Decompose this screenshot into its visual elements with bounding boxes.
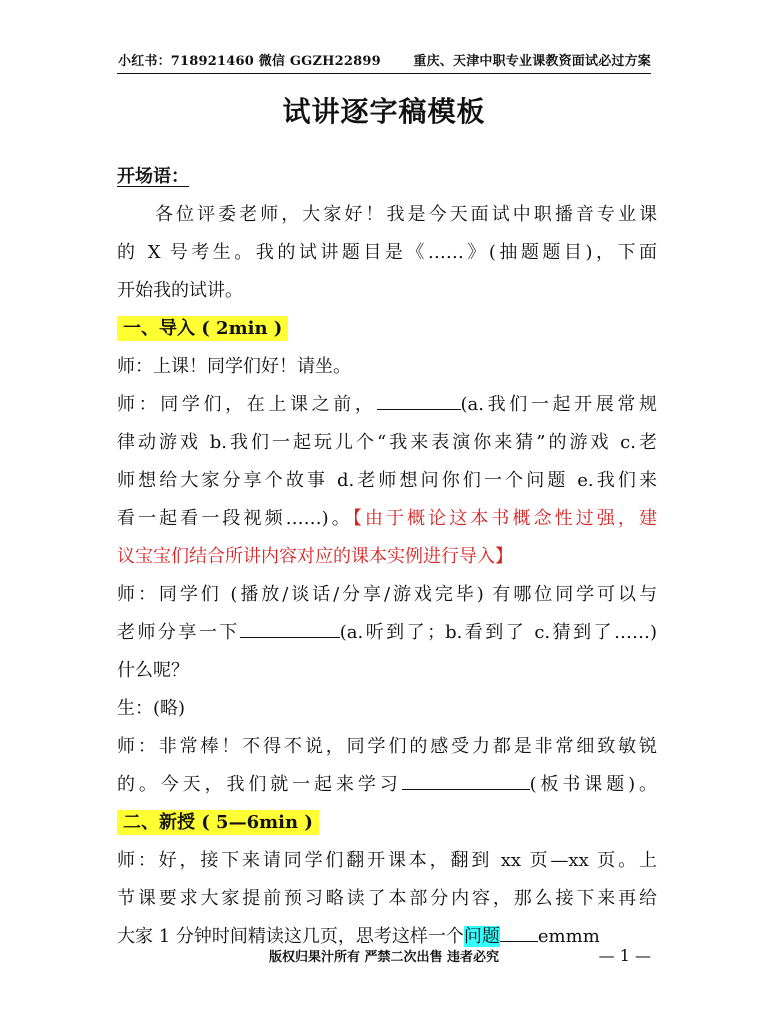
fill-blank <box>377 393 461 410</box>
highlighted-word: 问题 <box>463 926 500 947</box>
section1-heading: 一、导入 ( 2min ) <box>117 316 288 341</box>
opening-line-1: 各位评委老师，大家好！我是今天面试中职播音专业课 <box>155 204 657 225</box>
section1-line-8 <box>117 614 657 652</box>
header-right-slogan: 重庆、天津中职专业课教资面试必过方案 <box>413 54 651 69</box>
section1-line-2-b: (a.我们一起开展常规 <box>460 394 657 415</box>
section1-line-12 <box>117 766 657 804</box>
fill-blank <box>240 621 340 638</box>
opening-line-3: 开始我的试讲。 <box>117 280 243 301</box>
section1-line-6: 议宝宝们结合所讲内容对应的课本实例进行导入】 <box>117 546 513 567</box>
page-number: — 1 — <box>598 946 651 965</box>
document-body <box>117 158 657 956</box>
section1-heading-line <box>117 310 657 348</box>
section1-line-12-a: 的。今天，我们就一起来学习 <box>117 774 402 795</box>
section1-line-2 <box>117 386 657 424</box>
section1-note-red: 【由于概论这本书概念性过强，建 <box>352 508 657 529</box>
section1-line-7: 师：同学们 (播放/谈话/分享/游戏完毕) 有哪位同学可以与 <box>117 584 657 605</box>
section2-line-3-c: emmm <box>537 926 600 947</box>
footer-copyright: 版权归果汁所有 严禁二次出售 违者必究 <box>268 950 500 965</box>
page-title: 试讲逐字稿模板 <box>282 95 486 128</box>
section1-line-8-a: 老师分享一下 <box>117 622 240 643</box>
section1-line-5-a: 看一起看一段视频……)。 <box>117 508 353 529</box>
section2-heading: 二、新授 ( 5—6min ) <box>117 810 319 835</box>
header-left-contact: 小红书：718921460 微信 GGZH22899 <box>118 54 381 69</box>
fill-blank <box>500 925 538 942</box>
section1-line-9: 什么呢？ <box>117 660 189 681</box>
section1-line-1: 师：上课！同学们好！请坐。 <box>117 356 351 377</box>
section1-line-10: 生：(略) <box>117 698 186 719</box>
section1-line-3: 律动游戏 b.我们一起玩儿个“我来表演你来猜”的游戏 c.老 <box>117 432 657 453</box>
section1-line-5 <box>117 500 657 538</box>
section1-line-12-b: (板书课题)。 <box>529 774 658 795</box>
section2-line-3-a: 大家 1 分钟时间精读这几页，思考这样一个 <box>117 926 464 947</box>
header-divider <box>117 73 651 74</box>
opening-heading-line <box>117 158 657 196</box>
fill-blank <box>402 773 530 790</box>
section1-line-2-a: 师：同学们，在上课之前， <box>117 394 377 415</box>
section2-line-1: 师：好，接下来请同学们翻开课本，翻到 xx 页—xx 页。上 <box>117 850 657 871</box>
section2-line-2: 节课要求大家提前预习略读了本部分内容，那么接下来再给 <box>117 888 657 909</box>
section1-line-4: 师想给大家分享个故事 d.老师想问你们一个问题 e.我们来 <box>117 470 657 491</box>
opening-line-2-text: 的 X 号考生。我的试讲题目是《……》(抽题题目)，下面 <box>117 242 657 263</box>
section1-line-8-b: (a.听到了；b.看到了 c.猜到了……) <box>339 622 658 643</box>
opening-line-2 <box>117 234 657 272</box>
opening-heading: 开场语： <box>117 166 189 187</box>
section2-heading-line <box>117 804 657 842</box>
section1-line-11: 师：非常棒！不得不说，同学们的感受力都是非常细致敏锐 <box>117 736 657 757</box>
